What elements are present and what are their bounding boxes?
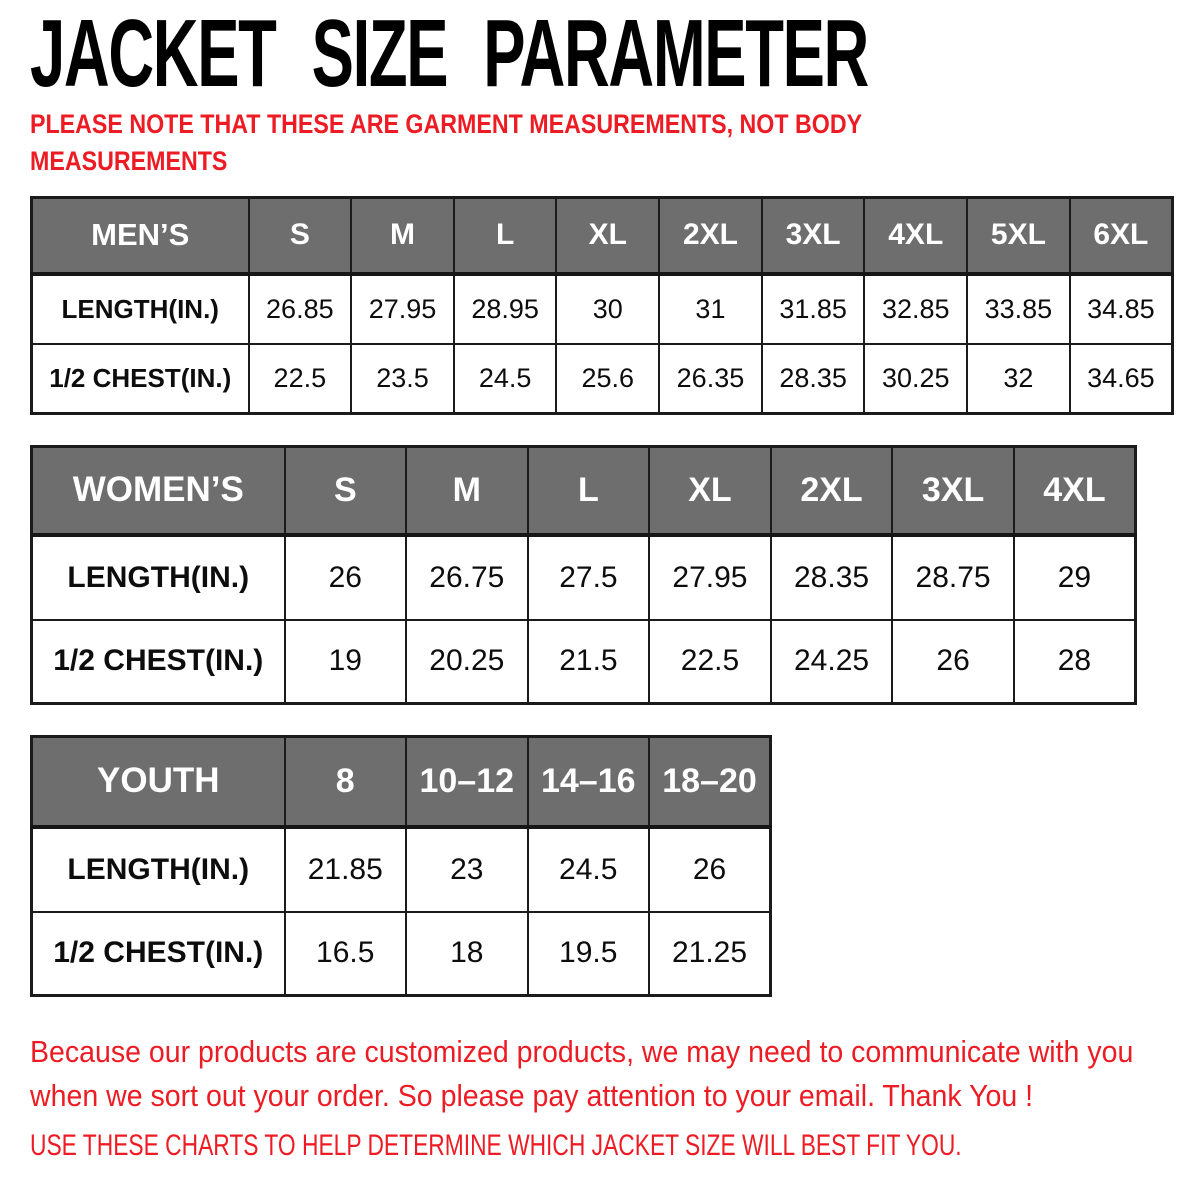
mens-table [30,196,1174,415]
mens-data-row-2 [32,344,1173,413]
note-line-1: PLEASE NOTE THAT THESE ARE GARMENT MEASUREMENTS, NOT BODY [30,109,863,139]
mens-value-r1-c5: 31 [659,274,762,345]
mens-group-header: MEN’S [32,198,249,274]
womens-value-r2-c3: 21.5 [528,620,650,704]
mens-value-r2-c8: 32 [967,344,1070,413]
mens-value-r2-c9: 34.65 [1070,344,1173,413]
womens-size-header-1: S [285,447,407,535]
chart-usage-note: USE THESE CHARTS TO HELP DETERMINE WHICH JACKET SIZE WILL BEST FIT YOU. [30,1129,962,1162]
mens-value-r1-c6: 31.85 [762,274,865,345]
womens-size-header-5: 2XL [771,447,893,535]
youth-table [30,735,772,997]
womens-value-r1-c3: 27.5 [528,535,650,620]
mens-size-header-3: L [454,198,557,274]
mens-value-r2-c3: 24.5 [454,344,557,413]
youth-row-label-1: LENGTH(IN.) [32,827,285,912]
mens-value-r1-c9: 34.85 [1070,274,1173,345]
womens-size-table [30,445,1137,705]
mens-value-r1-c8: 33.85 [967,274,1070,345]
youth-data-row-1 [32,827,771,912]
youth-value-r2-c3: 19.5 [528,912,650,996]
youth-size-header-1: 8 [285,737,407,827]
womens-table [30,445,1137,705]
womens-value-r1-c5: 28.35 [771,535,893,620]
mens-value-r1-c2: 27.95 [351,274,454,345]
womens-value-r2-c1: 19 [285,620,407,704]
footer-note-line-2: when we sort out your order. So please pay attention to your email. Thank You ! [30,1078,1034,1113]
mens-size-header-2: M [351,198,454,274]
womens-value-r2-c2: 20.25 [406,620,528,704]
page-title: JACKET SIZE PARAMETER [30,0,868,107]
youth-size-header-4: 18–20 [649,737,771,827]
youth-size-header-3: 14–16 [528,737,650,827]
womens-value-r1-c7: 29 [1014,535,1136,620]
womens-value-r1-c2: 26.75 [406,535,528,620]
note-line-2: MEASUREMENTS [30,146,228,176]
mens-size-header-9: 6XL [1070,198,1173,274]
youth-value-r2-c1: 16.5 [285,912,407,996]
mens-value-r2-c5: 26.35 [659,344,762,413]
womens-data-row-1 [32,535,1136,620]
mens-size-header-6: 3XL [762,198,865,274]
mens-size-header-1: S [249,198,352,274]
womens-row-label-1: LENGTH(IN.) [32,535,285,620]
mens-size-header-4: XL [556,198,659,274]
youth-value-r2-c2: 18 [406,912,528,996]
mens-value-r2-c4: 25.6 [556,344,659,413]
mens-size-header-8: 5XL [967,198,1070,274]
womens-size-header-6: 3XL [892,447,1014,535]
womens-size-header-4: XL [649,447,771,535]
mens-value-r2-c7: 30.25 [864,344,967,413]
mens-value-r2-c1: 22.5 [249,344,352,413]
womens-size-header-3: L [528,447,650,535]
mens-row-label-2: 1/2 CHEST(IN.) [32,344,249,413]
mens-value-r1-c1: 26.85 [249,274,352,345]
mens-row-label-1: LENGTH(IN.) [32,274,249,345]
youth-value-r2-c4: 21.25 [649,912,771,996]
mens-value-r1-c7: 32.85 [864,274,967,345]
womens-value-r1-c4: 27.95 [649,535,771,620]
customization-communication-note [30,1030,1200,1118]
youth-data-row-2 [32,912,771,996]
womens-value-r1-c1: 26 [285,535,407,620]
womens-value-r2-c6: 26 [892,620,1014,704]
mens-value-r2-c2: 23.5 [351,344,454,413]
mens-size-table [30,196,1174,415]
youth-size-table [30,735,772,997]
youth-row-label-2: 1/2 CHEST(IN.) [32,912,285,996]
womens-value-r2-c7: 28 [1014,620,1136,704]
womens-group-header: WOMEN’S [32,447,285,535]
garment-measurements-note [30,106,1148,180]
footer-note-line-1: Because our products are customized products, we may need to communicate with you [30,1034,1134,1069]
womens-row-label-2: 1/2 CHEST(IN.) [32,620,285,704]
youth-value-r1-c2: 23 [406,827,528,912]
womens-data-row-2 [32,620,1136,704]
womens-size-header-2: M [406,447,528,535]
mens-value-r2-c6: 28.35 [762,344,865,413]
womens-size-header-7: 4XL [1014,447,1136,535]
youth-group-header: YOUTH [32,737,285,827]
youth-size-header-2: 10–12 [406,737,528,827]
mens-value-r1-c4: 30 [556,274,659,345]
womens-value-r1-c6: 28.75 [892,535,1014,620]
youth-value-r1-c1: 21.85 [285,827,407,912]
mens-size-header-7: 4XL [864,198,967,274]
mens-value-r1-c3: 28.95 [454,274,557,345]
mens-data-row-1 [32,274,1173,345]
youth-value-r1-c4: 26 [649,827,771,912]
womens-value-r2-c5: 24.25 [771,620,893,704]
womens-value-r2-c4: 22.5 [649,620,771,704]
youth-value-r1-c3: 24.5 [528,827,650,912]
mens-size-header-5: 2XL [659,198,762,274]
